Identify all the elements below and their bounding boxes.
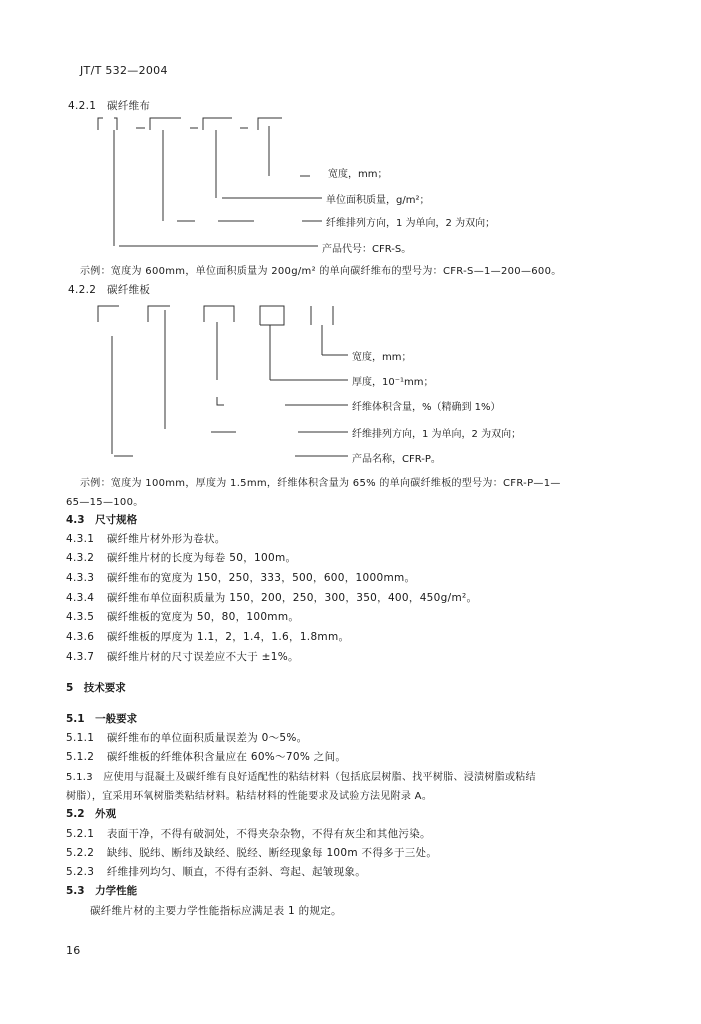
paragraph-5-3: 碳纤维片材的主要力学性能指标应满足表 1 的规定。	[90, 905, 342, 917]
diagram-label-plate-direction: 纤维排列方向，1 为单向，2 为双向；	[352, 429, 522, 440]
example-4-2-1: 示例：宽度为 600mm，单位面积质量为 200g/m² 的单向碳纤维布的型号为：CFR-S—1—200—600。	[80, 266, 562, 277]
section-heading-4-2-1: 4.2.1 碳纤维布	[68, 100, 151, 112]
diagram-label-thickness: 厚度，10⁻¹mm；	[352, 377, 434, 388]
list-item: 4.3.6 碳纤维板的厚度为 1.1，2，1.4，1.6，1.8mm。	[66, 631, 350, 643]
list-item: 4.3.1 碳纤维片材外形为卷状。	[66, 533, 226, 545]
list-item: 4.3.5 碳纤维板的宽度为 50，80，100mm。	[66, 611, 300, 623]
diagram-label-volume: 纤维体积含量，%（精确到 1%）	[352, 402, 501, 413]
example-4-2-2-line2: 65—15—100。	[66, 497, 144, 508]
list-item: 5.1.2 碳纤维板的纤维体积含量应在 60%～70% 之间。	[66, 751, 347, 763]
section-heading-5-2: 5.2 外观	[66, 808, 117, 820]
diagram-label-mass: 单位面积质量，g/m²；	[326, 195, 430, 206]
section-heading-4-3: 4.3 尺寸规格	[66, 514, 138, 526]
list-item: 5.2.1 表面干净，不得有破洞处，不得夹杂杂物，不得有灰尘和其他污染。	[66, 828, 431, 840]
diagram-label-product-code: 产品代号：CFR-S。	[322, 244, 412, 255]
list-item: 5.2.3 纤维排列均匀、顺直，不得有歪斜、弯起、起皱现象。	[66, 866, 367, 878]
section-heading-4-2-2: 4.2.2 碳纤维板	[68, 284, 151, 296]
diagram-label-product-name: 产品名称，CFR-P。	[352, 454, 441, 465]
list-item: 5.2.2 缺纬、脱纬、断纬及缺经、脱经、断经现象每 100m 不得多于三处。	[66, 847, 438, 859]
list-item: 5.1.1 碳纤维布的单位面积质量误差为 0～5%。	[66, 732, 308, 744]
paragraph-5-1-3-line2: 树脂），宜采用环氧树脂类粘结材料。粘结材料的性能要求及试验方法见附录 A。	[66, 791, 433, 802]
diagram-label-direction: 纤维排列方向，1 为单向，2 为双向；	[326, 218, 496, 229]
list-item: 4.3.7 碳纤维片材的尺寸误差应不大于 ±1%。	[66, 651, 299, 663]
example-4-2-2-line1: 示例：宽度为 100mm，厚度为 1.5mm，纤维体积含量为 65% 的单向碳纤维板的型号为：CFR-P—1—	[80, 478, 561, 489]
diagram-label-plate-width: 宽度，mm；	[352, 352, 412, 363]
section-heading-5-3: 5.3 力学性能	[66, 885, 138, 897]
standard-code: JT/T 532—2004	[80, 64, 168, 77]
list-item: 4.3.4 碳纤维布单位面积质量为 150，200，250，300，350，400，450g/m²。	[66, 592, 478, 604]
section-heading-5: 5 技术要求	[66, 682, 126, 694]
list-item: 4.3.2 碳纤维片材的长度为每卷 50，100m。	[66, 552, 297, 564]
diagram-label-width: 宽度，mm；	[328, 169, 388, 180]
section-heading-5-1: 5.1 一般要求	[66, 713, 138, 725]
list-item: 4.3.3 碳纤维布的宽度为 150，250，333，500，600，1000mm。	[66, 572, 416, 584]
page-number: 16	[66, 944, 81, 957]
paragraph-5-1-3-line1: 5.1.3 应使用与混凝土及碳纤维有良好适配性的粘结材料（包括底层树脂、找平树脂、浸渍树脂或粘结	[66, 772, 536, 783]
